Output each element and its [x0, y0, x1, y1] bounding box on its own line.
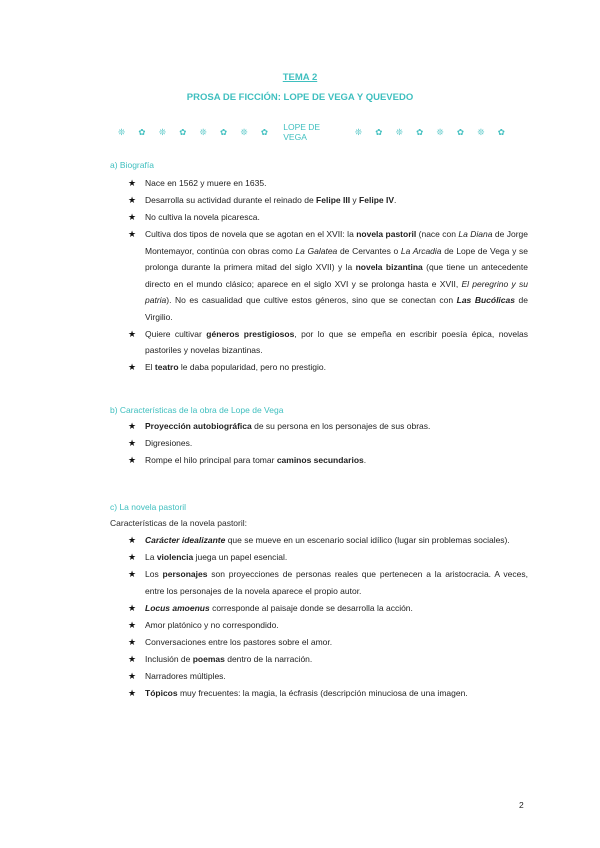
divider-flower-icon: ❊ — [395, 126, 403, 137]
list-item: ★ Locus amoenus corresponde al paisaje donde se desarrolla la acción. — [128, 600, 528, 617]
star-bullet-icon: ★ — [128, 328, 137, 339]
divider-flower-icon: ❊ — [240, 126, 248, 137]
list-item: ★ Quiere cultivar géneros prestigiosos, por lo que se empeña en escribir poesía épica, novelas pastoriles y novelas bizantinas. — [128, 326, 528, 359]
section-subheading: Características de la novela pastoril: — [110, 518, 248, 528]
divider-flower-icon: ✿ — [456, 126, 465, 137]
star-bullet-icon: ★ — [128, 653, 137, 664]
section-heading-caracteristicas-obra: b) Características de la obra de Lope de Vega — [110, 405, 284, 415]
star-bullet-icon: ★ — [128, 687, 137, 698]
divider-flower-icon: ❊ — [199, 126, 207, 137]
list-item: ★ Rompe el hilo principal para tomar caminos secundarios. — [128, 452, 528, 469]
section-heading-biografia: a) Biografía — [110, 160, 154, 170]
star-bullet-icon: ★ — [128, 229, 137, 239]
star-bullet-icon: ★ — [128, 636, 137, 647]
star-bullet-icon: ★ — [128, 362, 137, 372]
star-bullet-icon: ★ — [128, 455, 137, 465]
tema-title: TEMA 2 — [282, 72, 318, 83]
section-heading-novela-pastoril: c) La novela pastoril — [110, 502, 187, 512]
divider-label: LOPE DE VEGA — [283, 122, 321, 142]
star-bullet-icon: ★ — [128, 178, 137, 188]
divider-flower-icon: ❊ — [354, 126, 362, 137]
divider-flower-icon: ✿ — [260, 126, 268, 137]
divider-flower-icon: ✿ — [138, 126, 146, 137]
divider-flower-icon: ✿ — [179, 126, 187, 137]
list-item: ★ Desarrolla su actividad durante el reinado de Felipe III y Felipe IV. — [128, 192, 528, 209]
list-biografia — [128, 175, 528, 376]
list-item: ★ Carácter idealizante que se mueve en un escenario social idílico (lugar sin problemas sociales). — [128, 532, 528, 549]
list-item: ★ Conversaciones entre los pastores sobre el amor. — [128, 634, 528, 651]
star-bullet-icon: ★ — [128, 212, 137, 222]
divider-flower-icon: ❊ — [436, 126, 444, 137]
list-item: ★ Amor platónico y no correspondido. — [128, 617, 528, 634]
divider-flower-icon: ✿ — [375, 126, 383, 137]
list-item: ★ Los personajes son proyecciones de personas reales que pertenecen a la aristocracia. A veces, entre los personajes de la novela aparece el propio autor. — [128, 566, 528, 599]
section-divider — [118, 122, 518, 142]
page-subtitle: PROSA DE FICCIÓN: LOPE DE VEGA Y QUEVEDO — [186, 92, 414, 103]
list-item: ★ Narradores múltiples. — [128, 668, 528, 685]
list-item: ★ Inclusión de poemas dentro de la narración. — [128, 651, 528, 668]
list-item: ★ No cultiva la novela picaresca. — [128, 209, 528, 226]
list-item: ★ Nace en 1562 y muere en 1635. — [128, 175, 528, 192]
star-bullet-icon: ★ — [128, 552, 137, 562]
divider-flower-icon: ❊ — [477, 126, 485, 137]
divider-flower-icon: ✿ — [497, 126, 505, 137]
list-item: ★ Cultiva dos tipos de novela que se agotan en el XVII: la novela pastoril (nace con La Diana de Jorge Montemayor, continúa con obras como La Galatea de Cervantes o La Arcadia de Lope de Vega y se prolonga durante la primera mitad del siglo XVII) y la novela bizantina (que tiene un antecedente directo en el mundo clásico; aparece en el siglo XVI y se prolonga hasta e XVII, El peregrino y su patria). No es casualidad que cultive estos géneros, sino que se conectan con Las Bucólicas de Virgilio. — [128, 226, 528, 325]
divider-flower-icon: ✿ — [220, 126, 228, 137]
star-bullet-icon: ★ — [128, 602, 137, 613]
star-bullet-icon: ★ — [128, 421, 137, 431]
list-item: ★ La violencia juega un papel esencial. — [128, 549, 528, 566]
star-bullet-icon: ★ — [128, 195, 137, 205]
divider-flower-icon: ❊ — [158, 126, 166, 137]
star-bullet-icon: ★ — [128, 535, 137, 545]
list-novela-pastoril — [128, 532, 528, 702]
divider-flower-icon: ❊ — [118, 126, 126, 137]
page-number: 2 — [519, 800, 524, 810]
star-bullet-icon: ★ — [128, 569, 137, 579]
star-bullet-icon: ★ — [128, 438, 137, 448]
list-item: ★ Proyección autobiográfica de su persona en los personajes de sus obras. — [128, 418, 528, 435]
star-bullet-icon: ★ — [128, 670, 137, 681]
list-item: ★ Digresiones. — [128, 435, 528, 452]
list-caracteristicas-obra — [128, 418, 528, 469]
list-item: ★ Tópicos muy frecuentes: la magia, la écfrasis (descripción minuciosa de una imagen. — [128, 685, 528, 702]
divider-flower-icon: ✿ — [416, 126, 424, 137]
star-bullet-icon: ★ — [128, 619, 137, 630]
list-item: ★ El teatro le daba popularidad, pero no prestigio. — [128, 359, 528, 376]
